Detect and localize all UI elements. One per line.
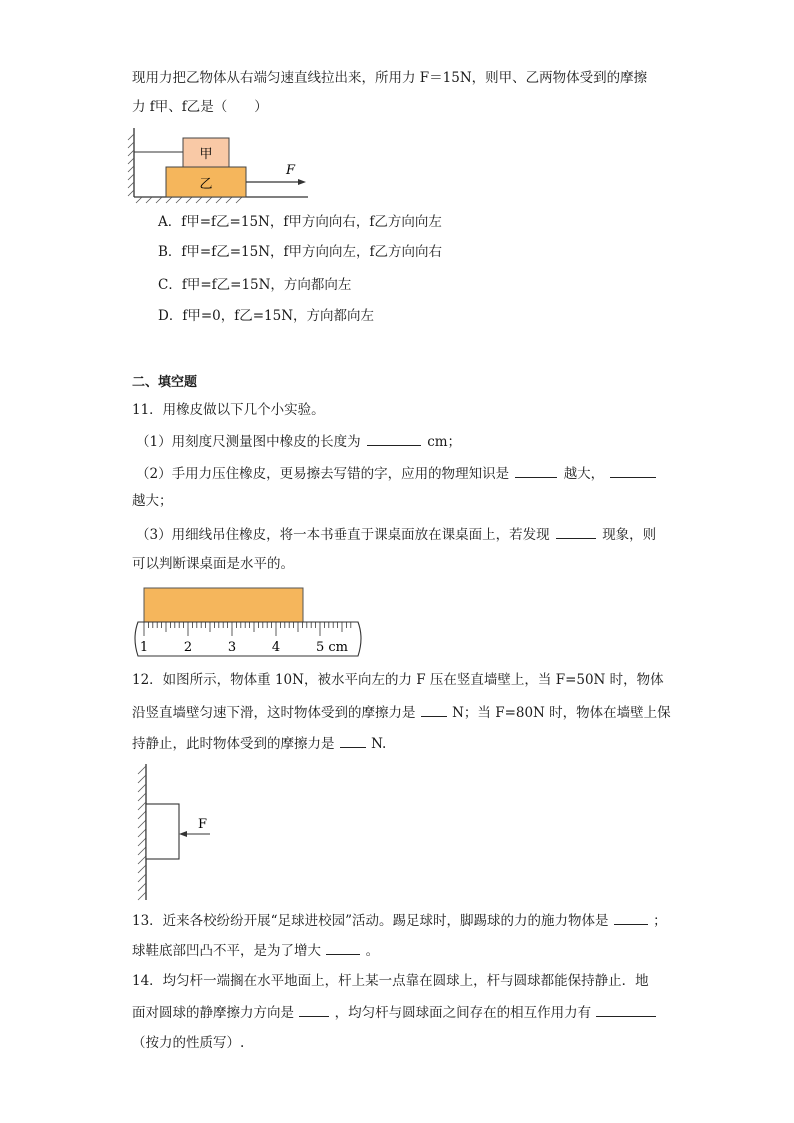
q11-part1-unit: cm； [427,434,462,450]
q13-line2 [132,940,379,961]
q13-line2-end: 。 [365,943,380,959]
q14-blank-2[interactable] [596,1002,656,1017]
q11-blank-3[interactable] [610,463,656,478]
q14-line1: 14．均匀杆一端搁在水平地面上，杆上某一点靠在圆球上，杆与圆球都能保持静止．地 [132,973,649,989]
q11-part3-text: （3）用细线吊住橡皮，将一本书垂直于课桌面放在课桌面上，若发现 [136,527,550,543]
section-title: 二、填空题 [132,375,198,390]
q11-blank-2[interactable] [515,463,557,478]
q11-part2-mid: 越大， [563,466,605,482]
q10-option-a: A．f甲=f乙=15N，f甲方向向右，f乙方向向左 [158,214,442,230]
q10-option-c: C．f甲=f乙=15N，方向都向左 [158,277,352,293]
ruler-label-3: 3 [227,640,237,655]
q13-line2-text: 球鞋底部凹凸不平，是为了增大 [132,943,321,959]
q14-line2-rest: ，均匀杆与圆球面之间存在的相互作用力有 [334,1005,592,1021]
q14-blank-1[interactable] [299,1002,329,1017]
q14-line2 [132,1002,657,1023]
q11-blank-4[interactable] [556,524,596,539]
ruler-label-1: 1 [139,640,149,655]
q10-stem-line2: 力 f甲、f乙是（ ） [132,99,268,115]
q12-line2 [132,702,671,723]
q12-figure [134,762,214,902]
q11-part3-end: 可以判断课桌面是水平的。 [132,556,294,572]
q11-blank-1[interactable] [367,431,421,446]
q10-option-b: B．f甲=f乙=15N，f甲方向向左，f乙方向向右 [158,244,443,260]
q12-block [146,804,179,859]
eraser [144,588,303,622]
q12-blank-2[interactable] [340,733,366,748]
q11-part2 [136,463,658,484]
q11-part1 [136,431,461,452]
q11-part3 [136,524,656,545]
q12-line2-rest: N；当 F=80N 时，物体在墙壁上保 [452,705,671,721]
q12-line2-text: 沿竖直墙壁匀速下滑，这时物体受到的摩擦力是 [132,705,416,721]
ruler-label-2: 2 [183,640,193,655]
q10-figure [128,128,308,200]
ruler-label-5: 5 cm [316,640,349,655]
q13-blank-1[interactable] [614,910,648,925]
q13-blank-2[interactable] [326,940,360,955]
q11-part3-mid: 现象，则 [602,527,657,543]
q11-ruler-figure [132,586,366,658]
q12-force-label: F [198,817,208,832]
q10-force-label: F [286,163,296,178]
q11-part1-text: （1）用刻度尺测量图中橡皮的长度为 [136,434,361,450]
q14-line3: （按力的性质写）. [132,1035,245,1051]
block-jia-label: 甲 [199,147,213,162]
q12-line3-rest: N. [371,736,387,752]
q12-blank-1[interactable] [421,702,447,717]
q13-line1 [132,910,667,931]
q14-line2-text: 面对圆球的静摩擦力方向是 [132,1005,294,1021]
q11-part2-text: （2）手用力压住橡皮，更易擦去写错的字，应用的物理知识是 [136,466,510,482]
q10-option-d: D．f甲=0，f乙=15N，方向都向左 [158,308,375,324]
q13-line1-end: ； [653,913,667,929]
ruler-label-4: 4 [271,640,281,655]
q10-stem-line1: 现用力把乙物体从右端匀速直线拉出来，所用力 F＝15N，则甲、乙两物体受到的摩擦 [132,70,648,86]
q11-part2-end: 越大； [132,493,173,509]
q13-line1-text: 13．近来各校纷纷开展“足球进校园”活动。踢足球时，脚踢球的力的施力物体是 [132,913,609,929]
q12-line3-text: 持静止，此时物体受到的摩擦力是 [132,736,335,752]
block-yi-label: 乙 [199,177,213,192]
q12-line1: 12．如图所示，物体重 10N，被水平向左的力 F 压在竖直墙壁上，当 F=50N 时，物体 [132,672,664,688]
q12-line3 [132,733,386,754]
q11-stem: 11．用橡皮做以下几个小实验。 [132,402,325,418]
